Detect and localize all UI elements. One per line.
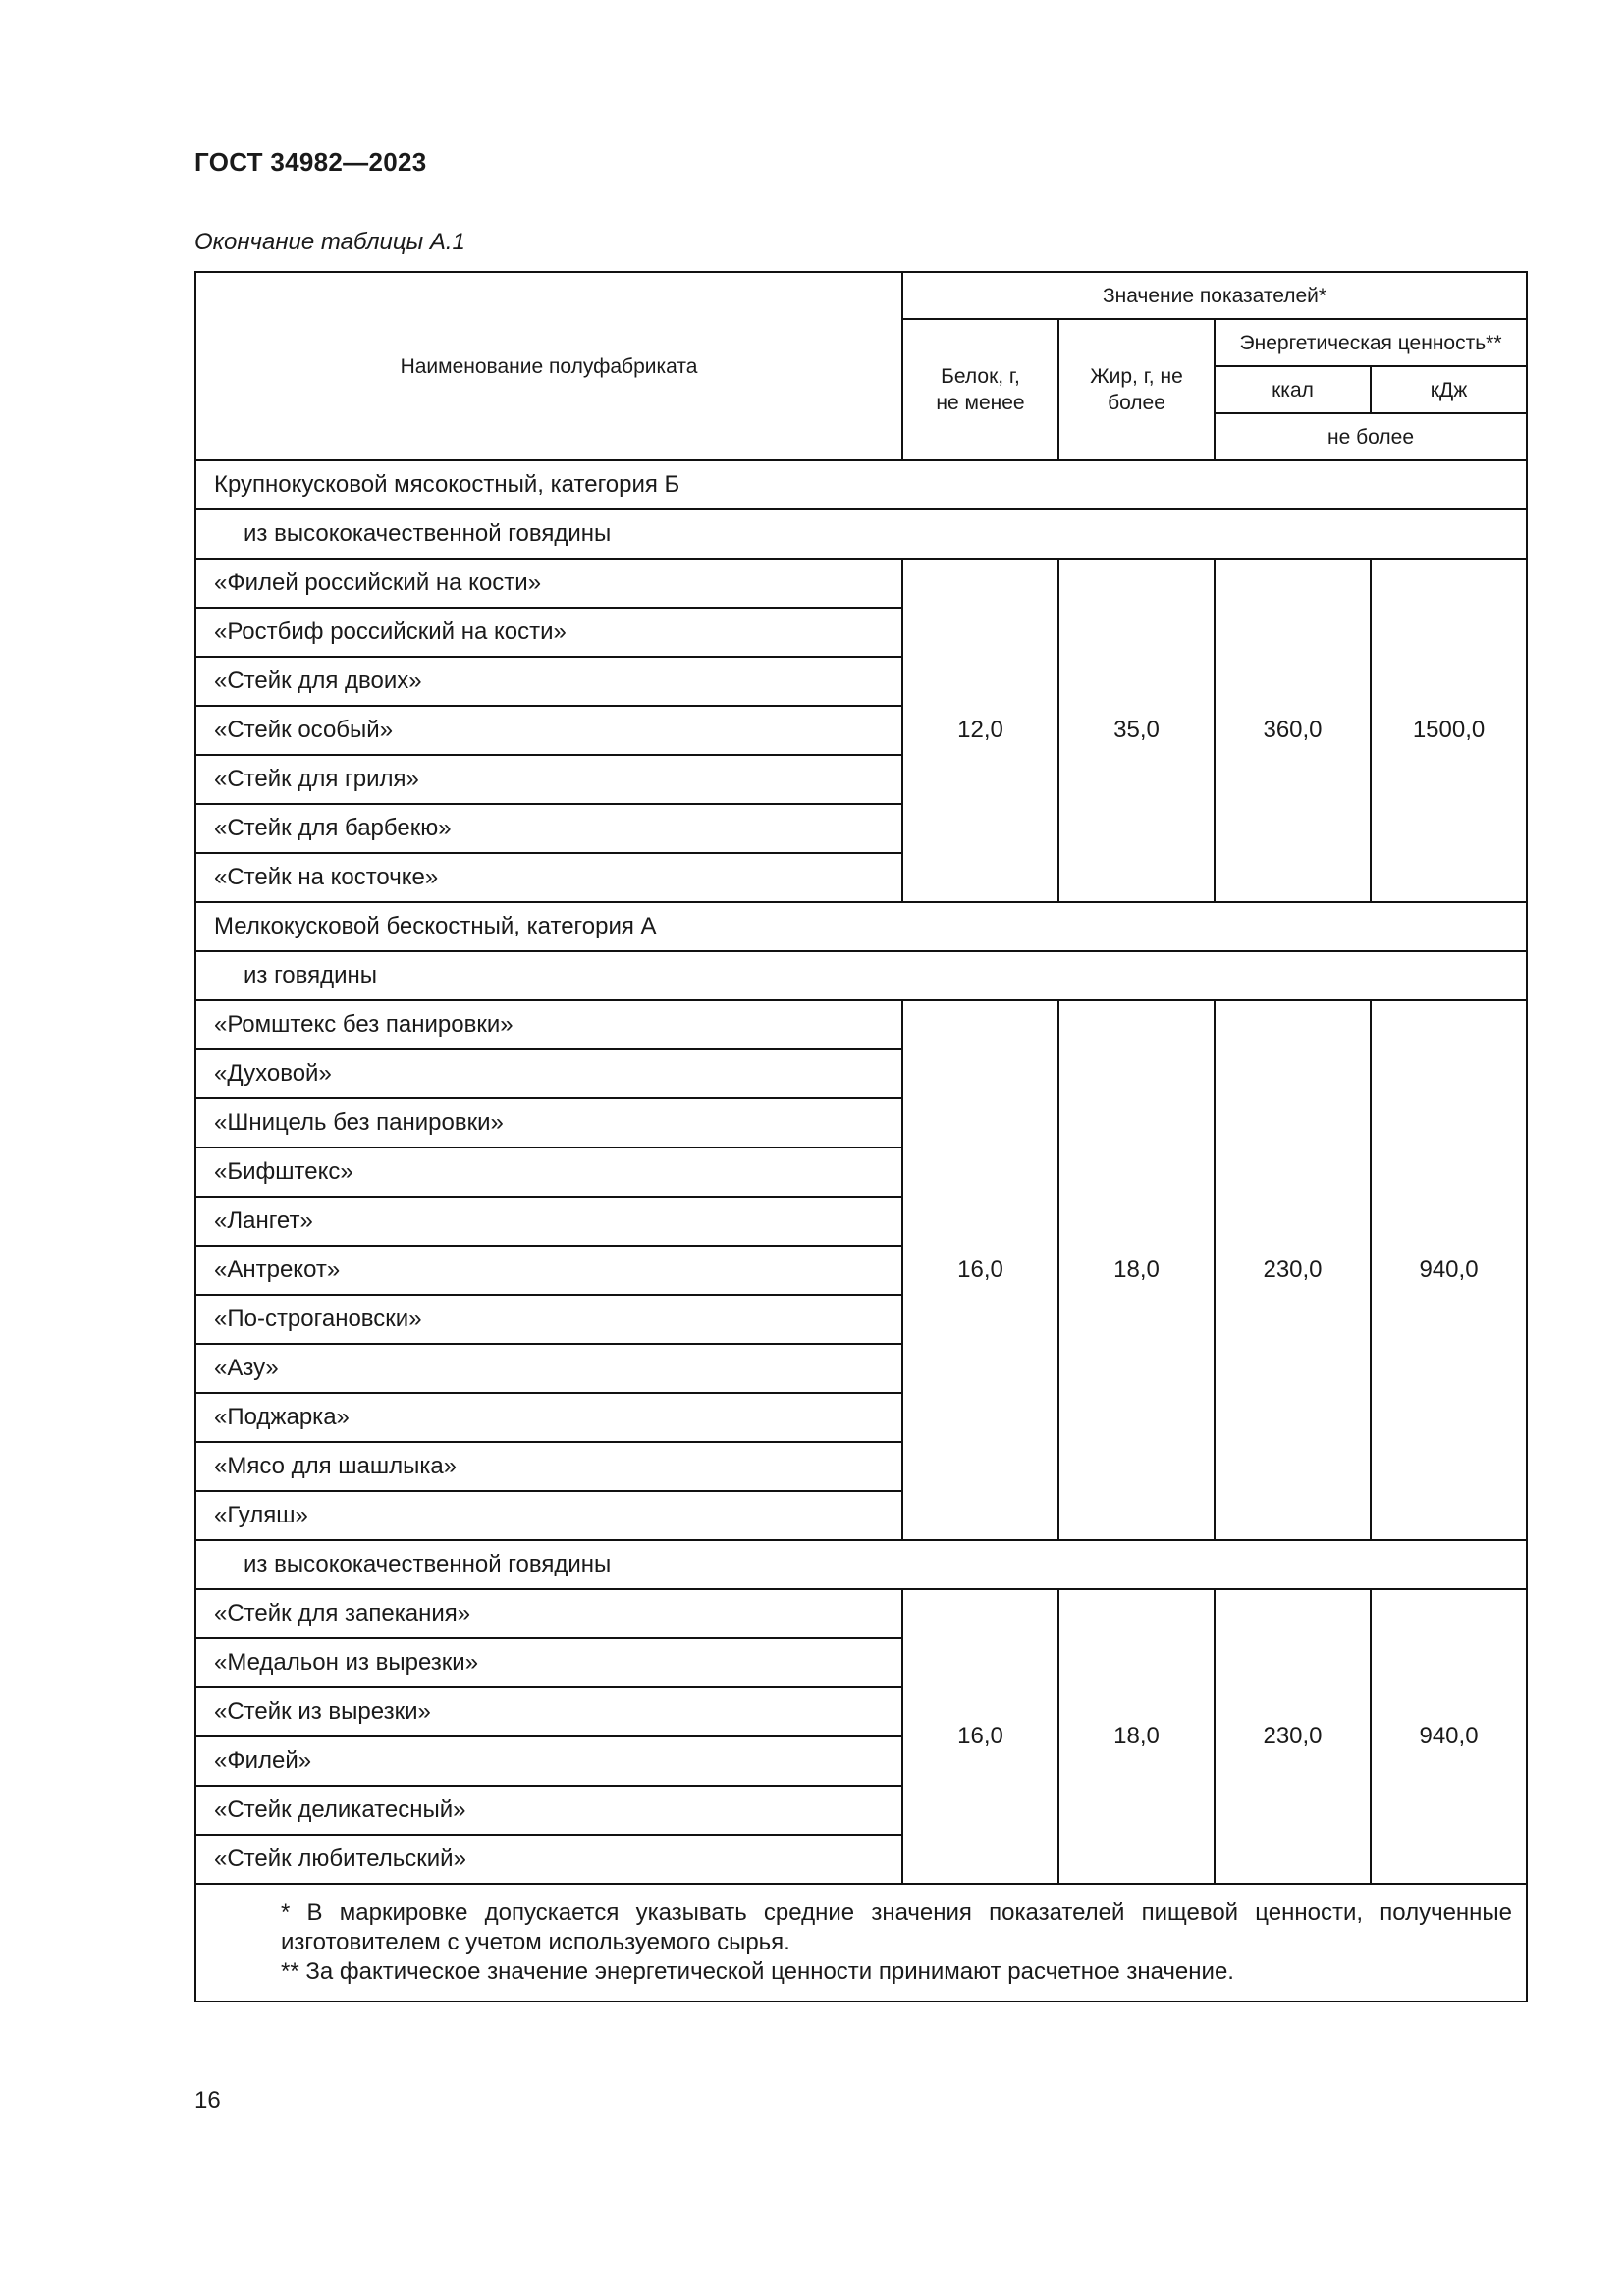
table-row: «Стейк любительский» [195,1835,902,1884]
table-row: «Стейк на косточке» [195,853,902,902]
kj-value: 940,0 [1371,1000,1527,1540]
table-row: «Мясо для шашлыка» [195,1442,902,1491]
header-kcal: ккал [1215,366,1371,413]
table-row: «Бифштекс» [195,1148,902,1197]
table-row: «Азу» [195,1344,902,1393]
table-row: «Антрекот» [195,1246,902,1295]
table-row: «Духовой» [195,1049,902,1098]
kcal-value: 230,0 [1215,1589,1371,1884]
header-kj: кДж [1371,366,1527,413]
table-row: «Филей» [195,1736,902,1786]
protein-value: 12,0 [902,559,1058,902]
table-row: «Стейк особый» [195,706,902,755]
header-energy-limit: не более [1215,413,1527,460]
table-row: «Стейк для гриля» [195,755,902,804]
table-row: «Стейк из вырезки» [195,1687,902,1736]
table-row: «Стейк для барбекю» [195,804,902,853]
kj-value: 1500,0 [1371,559,1527,902]
table-row: «Лангет» [195,1197,902,1246]
fat-value: 35,0 [1058,559,1215,902]
kj-value: 940,0 [1371,1589,1527,1884]
fat-value: 18,0 [1058,1000,1215,1540]
table-row: «Филей российский на кости» [195,559,902,608]
protein-value: 16,0 [902,1000,1058,1540]
page-number: 16 [194,2087,221,2113]
nutrition-table [194,271,1528,2002]
table-row: «Стейк деликатесный» [195,1786,902,1835]
subsection-title: из высококачественной говядины [195,1540,1527,1589]
footnote-2: ** За фактическое значение энергетической ценности принимают расчетное значение. [281,1958,1234,1985]
table-row: «Гуляш» [195,1491,902,1540]
footnote-1: * В маркировке допускается указывать средние значения показателей пищевой ценности, полученные изготовителем с учетом используемого сырья. [281,1899,1513,1955]
section-title: Крупнокусковой мясокостный, категория Б [195,460,1527,509]
kcal-value: 230,0 [1215,1000,1371,1540]
document-title: ГОСТ 34982—2023 [194,147,427,177]
header-name: Наименование полуфабриката [195,272,902,460]
header-energy: Энергетическая ценность** [1215,319,1527,366]
header-fat: Жир, г, не более [1058,319,1215,460]
table-row: «Ростбиф российский на кости» [195,608,902,657]
subsection-title: из говядины [195,951,1527,1000]
table-row: «Стейк для двоих» [195,657,902,706]
section-title: Мелкокусковой бескостный, категория А [195,902,1527,951]
table-row: «Ромштекс без панировки» [195,1000,902,1049]
kcal-value: 360,0 [1215,559,1371,902]
table-caption: Окончание таблицы А.1 [194,229,465,255]
table-row: «По-строгановски» [195,1295,902,1344]
table-footnotes [195,1884,1527,2002]
fat-value: 18,0 [1058,1589,1215,1884]
table-row: «Поджарка» [195,1393,902,1442]
table-row: «Стейк для запекания» [195,1589,902,1638]
table-row: «Шницель без панировки» [195,1098,902,1148]
header-values-group: Значение показателей* [902,272,1527,319]
subsection-title: из высококачественной говядины [195,509,1527,559]
table-row: «Медальон из вырезки» [195,1638,902,1687]
protein-value: 16,0 [902,1589,1058,1884]
header-protein: Белок, г, не менее [902,319,1058,460]
